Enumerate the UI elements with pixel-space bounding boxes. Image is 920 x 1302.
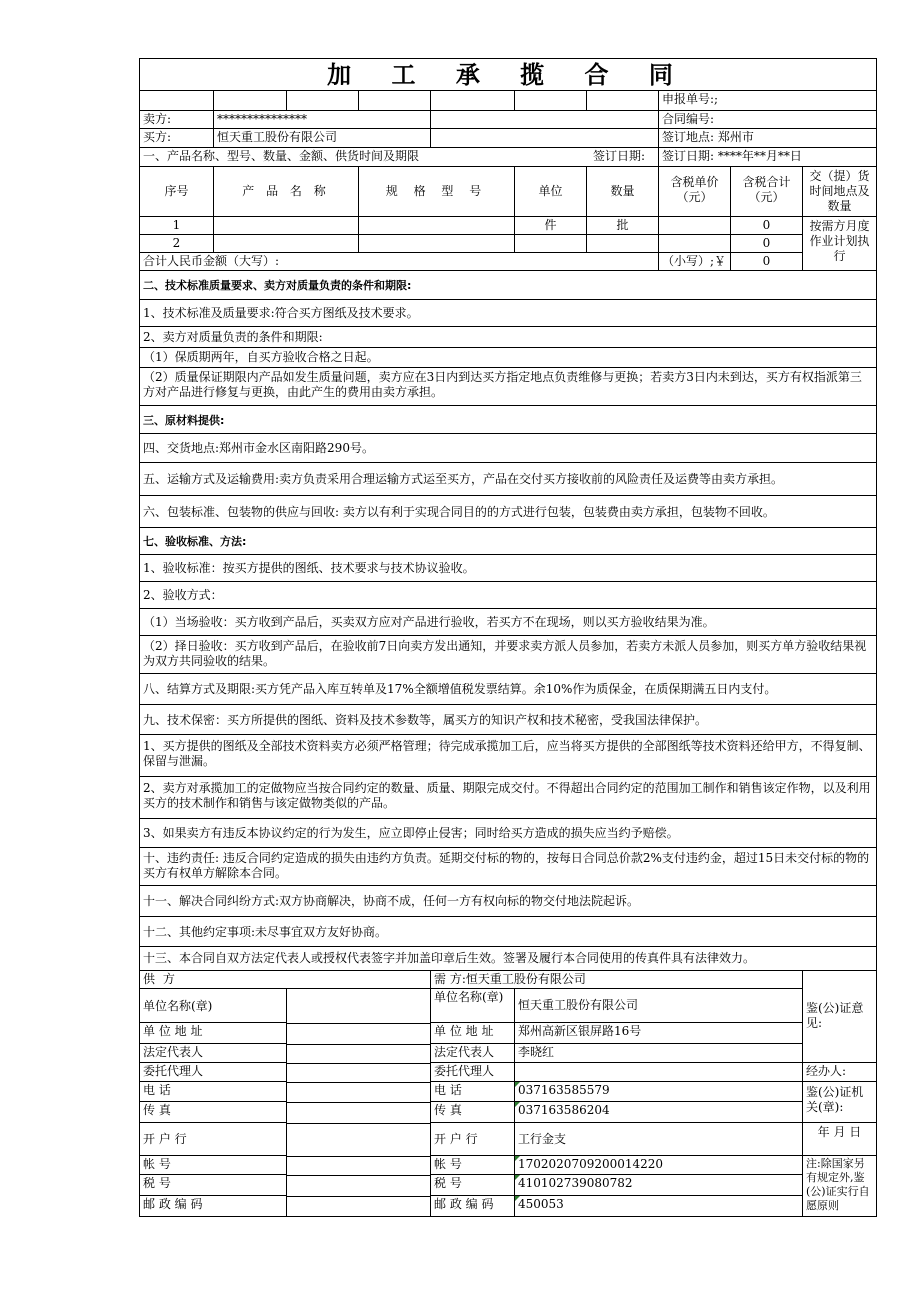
row-total: 0	[730, 217, 802, 234]
left-label: 传 真	[140, 1102, 286, 1123]
left-label: 单 位 地 址	[140, 1023, 286, 1044]
row-price	[658, 217, 730, 234]
clause-text: 2、验收方式：	[143, 588, 223, 602]
clause-text: 八、结算方式及期限:买方凭产品入库互转单及17%全额增值税发票结算。余10%作为质保金，在质保期满五日内支付。	[143, 682, 777, 696]
header-no: 序号	[164, 184, 189, 198]
row-product-name	[213, 217, 358, 234]
account-value: 1702020709200014220	[518, 1157, 664, 1171]
empty-cell	[286, 91, 358, 110]
clause-text: 十二、其他约定事项:未尽事宜双方友好协商。	[143, 925, 388, 939]
right-label: 开 户 行	[431, 1123, 514, 1156]
cert-date: 年 月 日	[803, 1123, 876, 1156]
clause-7-2-2	[140, 636, 876, 674]
clause-2-heading	[140, 271, 876, 300]
section1-row	[140, 148, 876, 167]
clause-text: 2、卖方对承揽加工的定做物应当按合同约定的数量、质量、期限完成交付。不得超出合同约定的范围加工制作和销售该定作物，以及利用买方的技术制作和销售与该定做物类似的产品。	[143, 781, 871, 810]
clause-10	[140, 848, 876, 886]
clause-8	[140, 674, 876, 705]
right-label: 帐 号	[431, 1156, 514, 1175]
green-triangle-icon	[515, 1175, 520, 1180]
product-table-body	[140, 217, 876, 271]
sign-date-value: 签订日期: ****年**月**日	[658, 148, 876, 166]
empty-cell	[586, 91, 658, 110]
clause-7-2-1	[140, 609, 876, 636]
right-value	[514, 1082, 802, 1102]
divider	[287, 1023, 430, 1024]
delivery-note: 按需方月度作业计划执行	[802, 217, 876, 270]
supplier-header-blank	[286, 971, 430, 989]
section1-heading: 一、产品名称、型号、数量、金额、供货时间及期限	[143, 149, 420, 163]
header-total: 含税合计（元）	[730, 167, 802, 216]
green-triangle-icon	[515, 1082, 520, 1087]
sum-label: 合计人民币金额（大写）:	[143, 254, 280, 268]
buyer-label: 买方:	[143, 130, 172, 144]
clause-2-2	[140, 327, 876, 348]
green-triangle-icon	[515, 1102, 520, 1107]
row-spec	[358, 235, 514, 252]
supplier-labels	[140, 971, 286, 1216]
row-no: 2	[172, 236, 181, 250]
empty-cell	[514, 91, 586, 110]
clause-text: （1）当场验收：买方收到产品后，买卖双方应对产品进行验收，若买方不在现场，则以买方验收结果为准。	[143, 615, 715, 629]
clause-text: 三、原材料提供:	[143, 414, 225, 427]
right-label: 传 真	[431, 1102, 514, 1123]
right-label: 单 位 地 址	[431, 1023, 514, 1044]
right-label: 电 话	[431, 1082, 514, 1102]
right-value	[514, 1175, 802, 1196]
supplier-label: 供 方	[140, 971, 286, 989]
table-row	[140, 235, 802, 253]
clause-text: 九、技术保密：买方所提供的图纸、资料及技术参数等，属买方的知识产权和技术秘密，受我国法律保护。	[143, 713, 708, 727]
clause-text: （1）保质期两年，自买方验收合格之日起。	[143, 350, 379, 364]
clause-text: 五、运输方式及运输费用:卖方负责采用合理运输方式运至买方，产品在交付买方接收前的风险责任及运费等由卖方承担。	[143, 472, 784, 486]
right-label: 税 号	[431, 1175, 514, 1196]
clause-9-1	[140, 735, 876, 777]
seller-row	[140, 111, 876, 129]
left-label: 帐 号	[140, 1156, 286, 1175]
clause-text: 1、验收标准：按买方提供的图纸、技术要求与技术协议验收。	[143, 561, 475, 575]
sign-place: 签订地点: 郑州市	[658, 129, 876, 147]
clause-text: （2）质量保证期限内产品如发生质量问题，卖方应在3日内到达买方指定地点负责维修与更换；若卖方3日内未到达，买方有权指派第三方对产品进行修复与更换，由此产生的费用由卖方承担。	[143, 370, 862, 399]
empty-cell	[213, 91, 286, 110]
seller-value: ***************	[213, 111, 430, 128]
cert-opinion: 鉴(公)证意见:	[803, 971, 876, 1063]
clause-4	[140, 434, 876, 463]
table-row	[140, 217, 802, 235]
clause-text: 2、卖方对质量负责的条件和期限:	[143, 330, 323, 344]
certification-column	[802, 971, 876, 1216]
row-price	[658, 235, 730, 252]
empty-cell	[358, 91, 430, 110]
clause-2-2-2	[140, 368, 876, 406]
sign-date-label: 签订日期:	[593, 149, 646, 163]
clause-text: 四、交货地点:郑州市金水区南阳路290号。	[143, 441, 374, 455]
clause-text: 1、买方提供的图纸及全部技术资料卖方必须严格管理；待完成承揽加工后，应当将买方提供的全部图纸等技术资料还给甲方，不得复制、保留与泄漏。	[143, 739, 871, 768]
buyer-name: :恒天重工股份有限公司	[461, 972, 586, 986]
clause-9-2	[140, 777, 876, 819]
clause-13	[140, 947, 876, 971]
contract-sheet	[139, 58, 877, 1217]
divider	[287, 1175, 430, 1176]
left-label: 开 户 行	[140, 1123, 286, 1156]
clause-3	[140, 406, 876, 434]
fax-value: 037163586204	[518, 1103, 610, 1117]
divider	[287, 1123, 430, 1124]
clause-7-2	[140, 582, 876, 609]
clause-9	[140, 705, 876, 735]
sum-row	[140, 253, 802, 271]
small-amount-value: 0	[730, 253, 802, 271]
clause-text: （2）择日验收：买方收到产品后，在验收前7日向卖方发出通知，并要求卖方派人员参加，若卖方未派人员参加，则买方单方验收结果视为双方共同验收的结果。	[143, 639, 867, 668]
clause-text: 六、包装标准、包装物的供应与回收: 卖方以有利于实现合同目的的方式进行包装，包装费由卖方承担，包装物不回收。	[143, 505, 775, 519]
divider	[287, 1063, 430, 1064]
header-product-name: 产 品 名 称	[213, 167, 358, 216]
header-delivery: 交（提）货时间地点及数量	[802, 167, 876, 216]
row-total: 0	[730, 235, 802, 252]
right-label: 单位名称(章)	[431, 989, 514, 1023]
clause-9-3	[140, 819, 876, 848]
right-value: 恒天重工股份有限公司	[514, 989, 802, 1023]
clause-text: 3、如果卖方有违反本协议约定的行为发生，应立即停止侵害；同时给买方造成的损失应当约予赔偿。	[143, 826, 679, 840]
divider	[287, 1156, 430, 1157]
cert-note: 注:除国家另有规定外,鉴(公)证实行自愿原则	[806, 1157, 870, 1212]
green-triangle-icon	[515, 1196, 520, 1201]
title-row	[140, 59, 876, 91]
row-spec	[358, 217, 514, 234]
clause-5	[140, 463, 876, 496]
left-label: 税 号	[140, 1175, 286, 1196]
clause-11	[140, 886, 876, 917]
right-label: 法定代表人	[431, 1044, 514, 1063]
row-qty	[586, 235, 658, 252]
handler-label: 经办人:	[803, 1063, 876, 1082]
left-label: 委托代理人	[140, 1063, 286, 1082]
phone-value: 037163585579	[518, 1083, 610, 1097]
clause-2-2-1	[140, 348, 876, 368]
buyer-label: 需 方	[434, 972, 462, 986]
report-no-row	[140, 91, 876, 111]
right-value	[514, 1156, 802, 1175]
supplier-values	[286, 989, 430, 1216]
right-value	[514, 1063, 802, 1082]
right-value: 李晓红	[514, 1044, 802, 1063]
postcode-value: 450053	[518, 1197, 564, 1211]
report-no-label: 申报单号:;	[658, 91, 876, 110]
clause-text: 十、违约责任: 违反合同约定造成的损失由违约方负责。延期交付标的物的，按每日合同总价款2%支付违约金，超过15日未交付标的物的买方有权单方解除本合同。	[143, 851, 870, 880]
right-value: 工行金支	[514, 1123, 802, 1156]
left-label: 法定代表人	[140, 1044, 286, 1063]
header-unit: 单位	[514, 167, 586, 216]
seller-label: 卖方:	[143, 112, 172, 126]
clause-text: 七、验收标准、方法:	[143, 535, 247, 548]
right-value	[514, 1196, 802, 1216]
empty-cell	[430, 91, 514, 110]
header-unit-price: 含税单价（元）	[658, 167, 730, 216]
clause-text: 十一、解决合同纠纷方式:双方协商解决，协商不成，任何一方有权向标的物交付地法院起诉。	[143, 894, 640, 908]
right-value	[514, 1102, 802, 1123]
right-value: 郑州高新区银屏路16号	[514, 1023, 802, 1044]
row-unit: 件	[514, 217, 586, 234]
divider	[287, 1102, 430, 1103]
clause-7	[140, 528, 876, 555]
divider	[287, 1044, 430, 1045]
divider	[287, 1196, 430, 1197]
clause-7-1	[140, 555, 876, 582]
header-qty: 数量	[586, 167, 658, 216]
buyer-value: 恒天重工股份有限公司	[213, 129, 430, 147]
tax-no-value: 410102739080782	[518, 1176, 633, 1190]
buyer-row	[140, 129, 876, 148]
row-unit	[514, 235, 586, 252]
clause-text: 1、技术标准及质量要求:符合买方图纸及技术要求。	[143, 306, 419, 320]
empty-cell	[430, 129, 658, 147]
clause-text: 十三、本合同自双方法定代表人或授权代表签字并加盖印章后生效。签署及履行本合同使用的传真件具有法律效力。	[143, 951, 756, 965]
left-label: 邮 政 编 码	[143, 1197, 203, 1211]
small-amount-label: （小写）;￥	[658, 253, 730, 271]
contract-no-label: 合同编号:	[658, 111, 876, 128]
left-label: 电 话	[140, 1082, 286, 1102]
divider	[287, 1082, 430, 1083]
clause-2-1	[140, 300, 876, 327]
clause-6	[140, 496, 876, 528]
empty-cell	[430, 111, 658, 128]
clause-text: 二、技术标准质量要求、卖方对质量负责的条件和期限:	[143, 279, 412, 292]
product-table-header	[140, 167, 876, 217]
green-triangle-icon	[515, 1156, 520, 1161]
signature-block	[140, 971, 876, 1216]
page-title: 加 工 承 揽 合 同	[327, 60, 689, 89]
row-product-name	[213, 235, 358, 252]
row-no: 1	[172, 218, 181, 232]
left-label: 单位名称(章)	[140, 989, 286, 1023]
clause-12	[140, 917, 876, 947]
buyer-header	[431, 971, 802, 989]
header-spec: 规 格 型 号	[358, 167, 514, 216]
row-qty: 批	[586, 217, 658, 234]
cert-org: 鉴(公)证机关(章):	[803, 1082, 876, 1123]
buyer-column	[430, 971, 802, 1216]
right-label: 邮 政 编 码	[434, 1197, 494, 1211]
right-label: 委托代理人	[431, 1063, 514, 1082]
